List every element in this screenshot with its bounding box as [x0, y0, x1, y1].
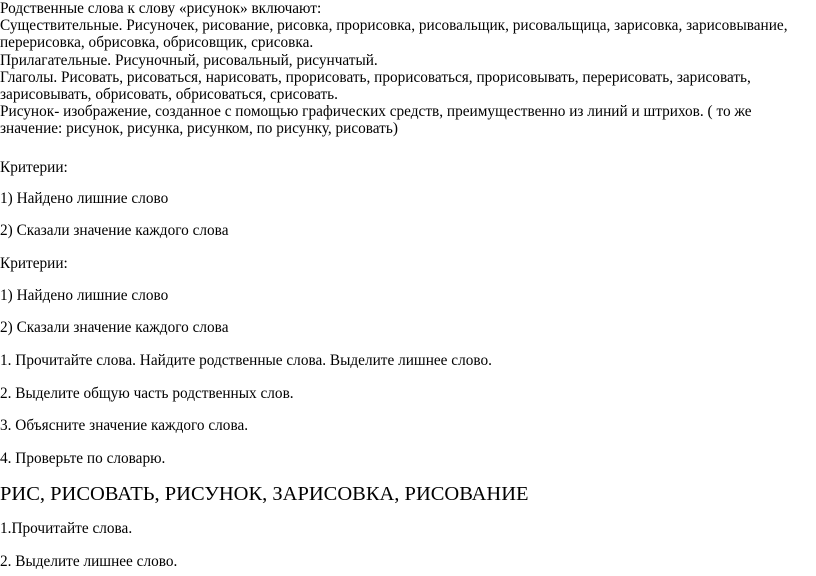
nouns-paragraph: Существительные. Рисуночек, рисование, рисовка, прорисовка, рисовальщик, рисовальщица, зарисовка, зарисовывание, перерисовка, обрисовка, обрисовщик, срисовка.: [0, 17, 788, 52]
definition-paragraph: Рисунок- изображение, созданное с помощью графических средств, преимущественно из линий и штрихов. ( то же значение: рисунок, рисунка, рисунком, по рисунку, рисовать): [0, 103, 752, 138]
task-1: 1. Прочитайте слова. Найдите родственные слова. Выделите лишнее слово.: [0, 352, 492, 369]
criteria-2-item-1: 1) Найдено лишние слово: [0, 287, 169, 304]
criteria-title-2: Критерии:: [0, 255, 68, 272]
short-task-1: 1.Прочитайте слова.: [0, 520, 133, 537]
adjectives-paragraph: Прилагательные. Рисуночный, рисовальный, рисунчатый.: [0, 51, 378, 69]
criteria-2-item-2: 2) Сказали значение каждого слова: [0, 319, 229, 336]
short-task-2: 2. Выделите лишнее слово.: [0, 553, 178, 570]
word-list-heading: РИС, РИСОВАТЬ, РИСУНОК, ЗАРИСОВКА, РИСОВАНИЕ: [0, 483, 529, 505]
verbs-paragraph: Глаголы. Рисовать, рисоваться, нарисовать, прорисовать, прорисоваться, прорисовывать, перерисовать, зарисовать, зарисовывать, обрисовать, обрисоваться, срисовать.: [0, 68, 751, 104]
criteria-1-item-1: 1) Найдено лишние слово: [0, 190, 169, 207]
task-4: 4. Проверьте по словарю.: [0, 450, 166, 467]
task-2: 2. Выделите общую часть родственных слов.: [0, 385, 294, 402]
criteria-1-item-2: 2) Сказали значение каждого слова: [0, 222, 229, 239]
criteria-title-1: Критерии:: [0, 159, 68, 176]
intro-heading: Родственные слова к слову «рисунок» включают:: [0, 0, 322, 17]
task-3: 3. Объясните значение каждого слова.: [0, 417, 249, 434]
intro-section: [0, 0, 806, 138]
